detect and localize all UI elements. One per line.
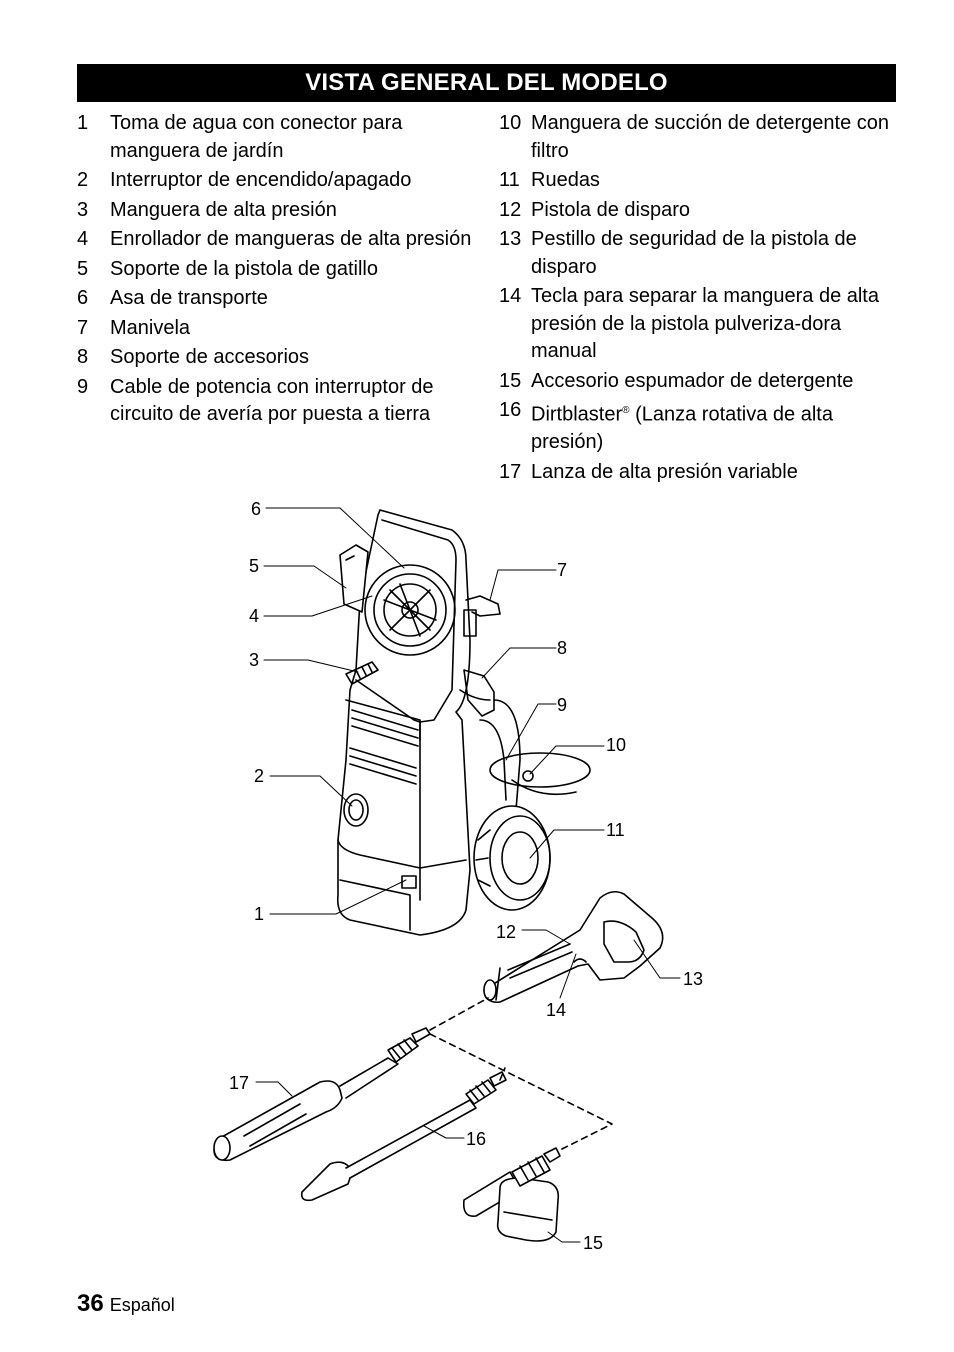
item-text: Toma de agua con conector para manguera de jardín	[110, 112, 403, 162]
item-number: 3	[77, 198, 89, 221]
item-text: Tecla para separar la manguera de alta presión de la pistola pulveriza-dora manual	[531, 285, 879, 362]
item-number: 16	[499, 399, 522, 421]
page-footer	[77, 1290, 175, 1318]
item-text: Manguera de succión de detergente con filtro	[531, 112, 890, 162]
item-number: 5	[77, 257, 89, 280]
item-number: 15	[499, 369, 522, 392]
callout-7: 7	[557, 560, 568, 580]
item-text: Pistola de disparo	[531, 198, 690, 221]
item-number: 12	[499, 198, 522, 221]
machine-body	[338, 510, 590, 935]
item-number: 17	[499, 460, 522, 483]
registered-mark: ®	[622, 405, 630, 416]
item-text: Asa de transporte	[110, 287, 268, 309]
item-number: 7	[77, 316, 89, 339]
callout-4: 4	[249, 606, 260, 626]
callout-17: 17	[229, 1073, 250, 1093]
page-number: 36	[77, 1290, 104, 1317]
item-text: Lanza de alta presión variable	[531, 460, 798, 483]
item-number: 14	[499, 285, 522, 307]
item-number: 11	[499, 169, 520, 191]
section-title: VISTA GENERAL DEL MODELO	[77, 64, 896, 102]
callout-12: 12	[496, 922, 517, 942]
item-text: Manivela	[110, 316, 191, 339]
item-number: 2	[77, 169, 89, 191]
item-text: Ruedas	[531, 169, 600, 191]
item-number: 6	[77, 287, 89, 309]
dirtblaster-description: (Lanza rotativa de alta presión)	[531, 403, 833, 454]
callout-15: 15	[583, 1233, 604, 1253]
item-text: Manguera de alta presión	[110, 198, 337, 221]
callout-3: 3	[249, 650, 260, 670]
item-text: Interruptor de encendido/apagado	[110, 169, 412, 191]
item-number: 1	[77, 112, 89, 134]
callout-2: 2	[254, 766, 265, 786]
callout-10: 10	[606, 735, 627, 755]
item-number: 8	[77, 346, 89, 368]
item-text: Soporte de accesorios	[110, 346, 310, 368]
foam-nozzle	[464, 1148, 560, 1241]
item-text: Soporte de la pistola de gatillo	[110, 257, 378, 280]
item-number: 9	[77, 375, 89, 398]
item-text: Pestillo de seguridad de la pistola de disparo	[531, 228, 857, 278]
item-text: Cable de potencia con interruptor de circuito de avería por puesta a tierra	[110, 375, 434, 425]
callout-11: 11	[606, 820, 625, 840]
callout-16: 16	[466, 1129, 487, 1149]
item-text: Enrollador de mangueras de alta presión	[110, 228, 472, 250]
callout-5: 5	[249, 556, 260, 576]
callout-9: 9	[557, 695, 568, 715]
callout-1: 1	[254, 904, 265, 924]
callout-13: 13	[683, 969, 704, 989]
item-number: 13	[499, 228, 522, 250]
callout-6: 6	[251, 499, 262, 519]
callout-8: 8	[557, 638, 568, 658]
item-number: 4	[77, 228, 89, 250]
item-number: 10	[499, 112, 522, 134]
dirtblaster-name: Dirtblaster	[531, 403, 623, 426]
item-text: Accesorio espumador de detergente	[531, 369, 854, 392]
language-label: Español	[109, 1295, 175, 1315]
callout-14: 14	[546, 1000, 567, 1020]
